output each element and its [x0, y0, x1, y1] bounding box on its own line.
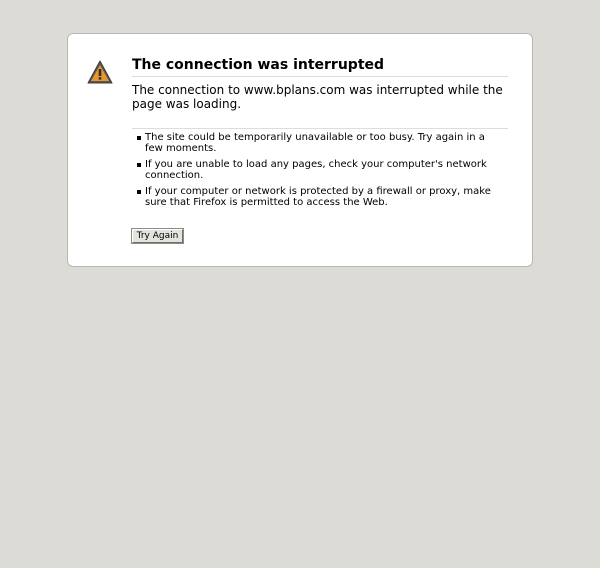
warning-triangle-icon: [87, 59, 113, 85]
bullet-icon: [137, 163, 141, 167]
suggestion-text: If you are unable to load any pages, check your computer's network connection.: [145, 159, 487, 181]
suggestion-text: The site could be temporarily unavailable or too busy. Try again in a few moments.: [145, 132, 485, 154]
error-description: The connection to www.bplans.com was interrupted while the page was loading.: [132, 83, 508, 129]
bullet-icon: [137, 136, 141, 140]
bullet-icon: [137, 190, 141, 194]
suggestion-item: [132, 132, 492, 154]
try-again-button[interactable]: Try Again: [132, 229, 183, 243]
suggestions-list: [132, 132, 492, 213]
error-page-container: [67, 33, 533, 267]
error-title: The connection was interrupted: [132, 56, 508, 77]
suggestion-item: [132, 186, 492, 208]
suggestion-text: If your computer or network is protected by a firewall or proxy, make sure that Firefox is permitted to access the Web.: [145, 186, 491, 208]
suggestion-item: [132, 159, 492, 181]
